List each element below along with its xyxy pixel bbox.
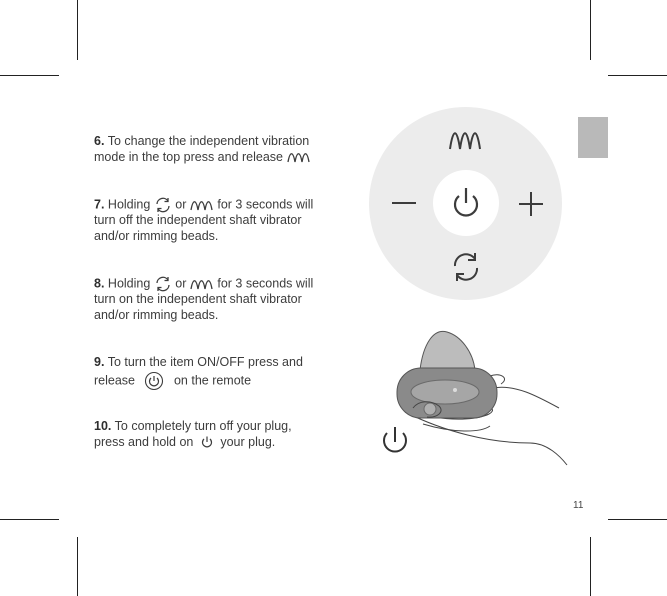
wave-icon	[287, 150, 311, 164]
step-text: Holding	[107, 276, 151, 291]
crop-mark	[77, 0, 78, 60]
cycle-icon[interactable]	[450, 251, 482, 283]
crop-mark	[590, 0, 591, 60]
crop-mark	[0, 519, 59, 520]
step-text: press and hold on	[94, 434, 194, 449]
cycle-icon	[154, 197, 172, 213]
step-text: To completely turn off your plug,	[114, 419, 292, 433]
hand-holding-plug-illustration	[375, 320, 570, 470]
step-text: your plug.	[220, 434, 276, 449]
step-text: To change the independent vibration	[107, 134, 310, 148]
crop-mark	[0, 75, 59, 76]
step-number: 8.	[94, 276, 105, 291]
step-text: mode in the top press and release	[94, 149, 284, 164]
power-icon	[200, 435, 214, 449]
step-text: release	[94, 372, 135, 387]
step-number: 7.	[94, 197, 105, 212]
step-text: and/or rimming beads.	[94, 307, 219, 322]
step-text: for 3 seconds will	[217, 276, 314, 291]
wave-icon	[190, 277, 214, 291]
step-text: and/or rimming beads.	[94, 228, 219, 243]
power-icon[interactable]	[451, 186, 481, 220]
step-8	[94, 276, 344, 323]
power-icon	[144, 371, 164, 391]
wave-icon	[190, 198, 214, 212]
cycle-icon	[154, 276, 172, 292]
step-number: 9.	[94, 355, 105, 369]
remote-control	[369, 107, 562, 300]
step-number: 10.	[94, 419, 112, 433]
step-10	[94, 419, 344, 450]
crop-mark	[608, 519, 667, 520]
step-text: turn off the independent shaft vibrator	[94, 213, 302, 227]
step-9	[94, 355, 344, 391]
crop-mark	[590, 537, 591, 596]
step-text: To turn the item ON/OFF press and	[107, 355, 303, 369]
step-text: Holding	[107, 197, 151, 212]
chapter-tab	[578, 117, 608, 158]
step-number: 6.	[94, 134, 105, 148]
step-text: or	[175, 276, 187, 291]
crop-mark	[77, 537, 78, 596]
step-text: turn on the independent shaft vibrator	[94, 292, 302, 306]
step-6	[94, 134, 344, 165]
step-7	[94, 197, 344, 244]
crop-mark	[608, 75, 667, 76]
minus-icon[interactable]	[391, 201, 417, 205]
step-text: or	[175, 197, 187, 212]
wave-icon[interactable]	[448, 126, 484, 152]
step-text: on the remote	[173, 372, 252, 387]
page-number: 11	[573, 500, 584, 511]
step-text: for 3 seconds will	[217, 197, 314, 212]
plus-icon[interactable]	[518, 191, 544, 217]
